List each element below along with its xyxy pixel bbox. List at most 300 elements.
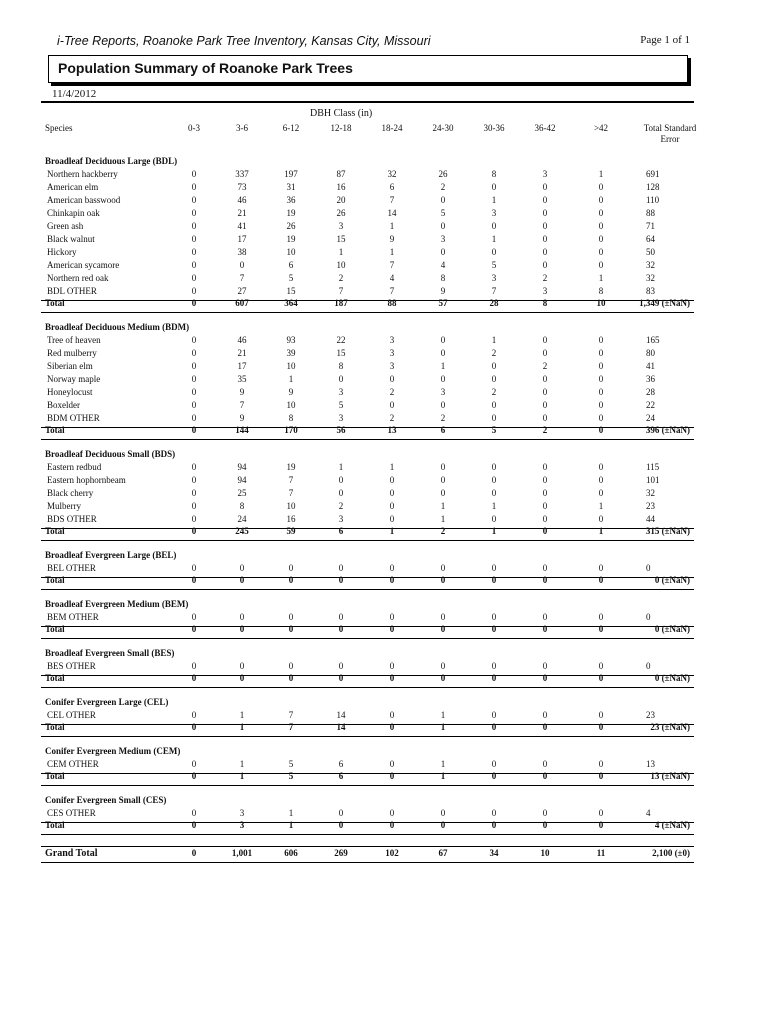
grand-total-cell: 11 xyxy=(596,848,606,858)
group-total-value: 0 (±NaN) xyxy=(654,673,690,683)
table-cell: 7 xyxy=(389,195,395,205)
total-label: Total xyxy=(45,771,65,781)
table-cell: 1 xyxy=(491,335,497,345)
table-cell: 0 xyxy=(191,234,197,244)
total-cell: 0 xyxy=(542,624,548,634)
table-cell: 0 xyxy=(598,475,604,485)
table-row xyxy=(0,260,768,273)
row-total: 64 xyxy=(646,234,655,244)
table-cell: 15 xyxy=(286,286,296,296)
table-cell: 3 xyxy=(338,514,344,524)
table-cell: 0 xyxy=(542,400,548,410)
grand-total-cell: 10 xyxy=(540,848,550,858)
group-total-value: 1,349 (±NaN) xyxy=(639,298,690,308)
table-cell: 0 xyxy=(191,563,197,573)
table-cell: 6 xyxy=(389,182,395,192)
row-total: 41 xyxy=(646,361,655,371)
species-name: Northern hackberry xyxy=(47,169,118,179)
table-cell: 0 xyxy=(389,808,395,818)
total-cell: 0 xyxy=(288,575,294,585)
group-bottom-rule xyxy=(41,312,694,313)
total-cell: 0 xyxy=(191,673,197,683)
table-cell: 0 xyxy=(598,234,604,244)
total-cell: 1 xyxy=(440,722,446,732)
total-label: Total xyxy=(45,624,65,634)
grand-total-cell: 34 xyxy=(489,848,499,858)
total-cell: 144 xyxy=(235,425,249,435)
table-cell: 0 xyxy=(389,661,395,671)
table-cell: 0 xyxy=(542,348,548,358)
table-cell: 0 xyxy=(191,348,197,358)
table-cell: 6 xyxy=(338,759,344,769)
total-label: Total xyxy=(45,722,65,732)
total-cell: 170 xyxy=(284,425,298,435)
species-name: CEL OTHER xyxy=(47,710,96,720)
row-total: 71 xyxy=(646,221,655,231)
group-total-row xyxy=(0,298,768,311)
table-cell: 0 xyxy=(389,475,395,485)
table-cell: 0 xyxy=(542,759,548,769)
table-cell: 0 xyxy=(191,759,197,769)
total-cell: 0 xyxy=(598,771,604,781)
table-cell: 0 xyxy=(191,808,197,818)
table-cell: 2 xyxy=(542,273,548,283)
species-name: American elm xyxy=(47,182,99,192)
table-cell: 0 xyxy=(239,661,245,671)
table-cell: 0 xyxy=(389,514,395,524)
group-total-value: 4 (±NaN) xyxy=(654,820,690,830)
species-name: Red mulberry xyxy=(47,348,97,358)
table-cell: 1 xyxy=(491,501,497,511)
group-total-row xyxy=(0,624,768,637)
species-header: Species xyxy=(45,123,73,133)
table-cell: 14 xyxy=(336,710,346,720)
group-title: Broadleaf Deciduous Medium (BDM) xyxy=(45,322,190,332)
total-cell: 0 xyxy=(389,575,395,585)
table-cell: 1 xyxy=(598,169,604,179)
grand-total-cell: 1,001 xyxy=(231,848,253,858)
total-cell: 0 xyxy=(491,771,497,781)
total-cell: 2 xyxy=(542,425,548,435)
table-row xyxy=(0,501,768,514)
table-cell: 0 xyxy=(598,221,604,231)
total-cell: 0 xyxy=(191,575,197,585)
table-cell: 0 xyxy=(542,335,548,345)
table-cell: 32 xyxy=(387,169,397,179)
table-cell: 8 xyxy=(338,361,344,371)
total-cell: 1 xyxy=(389,526,395,536)
table-cell: 0 xyxy=(491,612,497,622)
table-cell: 7 xyxy=(491,286,497,296)
table-cell: 0 xyxy=(598,710,604,720)
table-cell: 0 xyxy=(542,563,548,573)
species-name: BDM OTHER xyxy=(47,413,100,423)
table-row xyxy=(0,169,768,182)
table-cell: 0 xyxy=(191,260,197,270)
table-cell: 0 xyxy=(491,413,497,423)
table-cell: 0 xyxy=(440,612,446,622)
table-cell: 19 xyxy=(286,462,296,472)
species-name: Hickory xyxy=(47,247,77,257)
col-header: 36-42 xyxy=(534,123,556,133)
table-cell: 6 xyxy=(288,260,294,270)
group-total-row xyxy=(0,820,768,833)
table-cell: 10 xyxy=(286,361,296,371)
table-cell: 3 xyxy=(389,361,395,371)
total-cell: 88 xyxy=(387,298,397,308)
table-cell: 2 xyxy=(440,413,446,423)
table-cell: 0 xyxy=(191,514,197,524)
group-total-row xyxy=(0,425,768,438)
table-cell: 16 xyxy=(286,514,296,524)
total-cell: 0 xyxy=(191,526,197,536)
table-cell: 0 xyxy=(389,710,395,720)
table-cell: 0 xyxy=(542,234,548,244)
total-label: Total xyxy=(45,820,65,830)
table-cell: 0 xyxy=(598,208,604,218)
table-cell: 0 xyxy=(598,387,604,397)
table-cell: 0 xyxy=(338,661,344,671)
col-header: 0-3 xyxy=(188,123,200,133)
row-total: 22 xyxy=(646,400,655,410)
table-cell: 0 xyxy=(191,182,197,192)
table-cell: 8 xyxy=(440,273,446,283)
table-row xyxy=(0,234,768,247)
group-bottom-rule xyxy=(41,687,694,688)
grand-total-cell: 67 xyxy=(438,848,448,858)
table-cell: 0 xyxy=(542,387,548,397)
col-header: 24-30 xyxy=(432,123,454,133)
table-cell: 0 xyxy=(191,247,197,257)
table-cell: 5 xyxy=(288,273,294,283)
table-cell: 0 xyxy=(491,400,497,410)
total-cell: 56 xyxy=(336,425,346,435)
table-cell: 0 xyxy=(542,195,548,205)
table-row xyxy=(0,273,768,286)
table-cell: 0 xyxy=(389,501,395,511)
table-cell: 8 xyxy=(288,413,294,423)
table-cell: 1 xyxy=(491,195,497,205)
table-cell: 26 xyxy=(336,208,346,218)
row-total: 23 xyxy=(646,501,655,511)
species-name: CES OTHER xyxy=(47,808,96,818)
table-cell: 0 xyxy=(598,612,604,622)
table-cell: 0 xyxy=(440,335,446,345)
table-cell: 0 xyxy=(191,273,197,283)
row-total: 32 xyxy=(646,260,655,270)
total-cell: 0 xyxy=(491,673,497,683)
species-name: Norway maple xyxy=(47,374,101,384)
table-cell: 36 xyxy=(286,195,296,205)
group-title: Broadleaf Evergreen Small (BES) xyxy=(45,648,175,658)
total-cell: 1 xyxy=(491,526,497,536)
row-total: 691 xyxy=(646,169,660,179)
table-cell: 0 xyxy=(191,387,197,397)
table-cell: 0 xyxy=(440,488,446,498)
table-cell: 0 xyxy=(288,563,294,573)
table-cell: 3 xyxy=(491,273,497,283)
table-cell: 38 xyxy=(237,247,247,257)
species-name: BES OTHER xyxy=(47,661,96,671)
group-bottom-rule xyxy=(41,540,694,541)
table-cell: 0 xyxy=(598,462,604,472)
table-cell: 0 xyxy=(598,247,604,257)
table-cell: 5 xyxy=(491,260,497,270)
table-cell: 9 xyxy=(440,286,446,296)
total-cell: 1 xyxy=(598,526,604,536)
table-row xyxy=(0,387,768,400)
table-row xyxy=(0,374,768,387)
table-cell: 0 xyxy=(598,260,604,270)
total-cell: 13 xyxy=(387,425,397,435)
table-cell: 3 xyxy=(542,169,548,179)
table-cell: 10 xyxy=(286,501,296,511)
total-cell: 1 xyxy=(239,722,245,732)
table-cell: 10 xyxy=(336,260,346,270)
table-cell: 0 xyxy=(440,808,446,818)
table-cell: 0 xyxy=(440,247,446,257)
species-name: Eastern hophornbeam xyxy=(47,475,126,485)
table-cell: 0 xyxy=(191,335,197,345)
group-bottom-rule xyxy=(41,439,694,440)
total-cell: 0 xyxy=(191,771,197,781)
table-cell: 0 xyxy=(491,221,497,231)
total-cell: 0 xyxy=(440,820,446,830)
total-cell: 1 xyxy=(440,771,446,781)
table-cell: 0 xyxy=(491,563,497,573)
species-name: American sycamore xyxy=(47,260,120,270)
table-cell: 9 xyxy=(239,413,245,423)
table-row xyxy=(0,475,768,488)
table-cell: 0 xyxy=(598,361,604,371)
table-cell: 0 xyxy=(440,195,446,205)
total-cell: 2 xyxy=(440,526,446,536)
table-cell: 3 xyxy=(338,387,344,397)
table-cell: 0 xyxy=(598,413,604,423)
table-cell: 0 xyxy=(389,488,395,498)
table-cell: 0 xyxy=(191,361,197,371)
species-name: Honeylocust xyxy=(47,387,93,397)
row-total: 165 xyxy=(646,335,660,345)
table-cell: 0 xyxy=(491,247,497,257)
species-name: BEM OTHER xyxy=(47,612,99,622)
table-row xyxy=(0,221,768,234)
total-cell: 6 xyxy=(338,771,344,781)
species-name: American basswood xyxy=(47,195,121,205)
table-cell: 0 xyxy=(288,612,294,622)
species-name: Mulberry xyxy=(47,501,81,511)
table-cell: 93 xyxy=(286,335,296,345)
row-total: 28 xyxy=(646,387,655,397)
total-cell: 0 xyxy=(191,425,197,435)
total-cell: 8 xyxy=(542,298,548,308)
table-cell: 0 xyxy=(542,221,548,231)
table-cell: 41 xyxy=(237,221,247,231)
total-cell: 0 xyxy=(542,575,548,585)
table-cell: 1 xyxy=(389,462,395,472)
table-cell: 31 xyxy=(286,182,296,192)
table-cell: 0 xyxy=(338,808,344,818)
table-cell: 0 xyxy=(239,260,245,270)
table-cell: 0 xyxy=(191,475,197,485)
table-row xyxy=(0,247,768,260)
row-total: 0 xyxy=(646,661,651,671)
group-total-row xyxy=(0,575,768,588)
table-cell: 197 xyxy=(284,169,298,179)
table-cell: 0 xyxy=(542,612,548,622)
table-cell: 4 xyxy=(389,273,395,283)
total-cell: 0 xyxy=(542,771,548,781)
total-cell: 0 xyxy=(389,771,395,781)
table-cell: 0 xyxy=(491,808,497,818)
total-cell: 0 xyxy=(491,722,497,732)
table-cell: 1 xyxy=(440,514,446,524)
table-cell: 3 xyxy=(239,808,245,818)
table-cell: 0 xyxy=(389,374,395,384)
table-cell: 0 xyxy=(191,501,197,511)
table-cell: 0 xyxy=(542,374,548,384)
table-cell: 0 xyxy=(491,514,497,524)
total-cell: 5 xyxy=(491,425,497,435)
total-label: Total xyxy=(45,575,65,585)
table-cell: 0 xyxy=(491,374,497,384)
total-cell: 0 xyxy=(191,820,197,830)
total-cell: 1 xyxy=(288,820,294,830)
table-cell: 2 xyxy=(338,273,344,283)
species-name: Chinkapin oak xyxy=(47,208,100,218)
group-bottom-rule xyxy=(41,589,694,590)
total-cell: 0 xyxy=(598,425,604,435)
total-cell: 0 xyxy=(491,575,497,585)
species-name: Black walnut xyxy=(47,234,95,244)
col-header: >42 xyxy=(593,123,609,133)
grand-total-cell: 269 xyxy=(334,848,348,858)
table-cell: 0 xyxy=(491,462,497,472)
table-cell: 25 xyxy=(237,488,247,498)
table-cell: 0 xyxy=(191,612,197,622)
table-cell: 3 xyxy=(338,221,344,231)
total-cell: 0 xyxy=(542,722,548,732)
total-se-header: Total Standard Error xyxy=(643,123,697,144)
table-cell: 17 xyxy=(237,361,247,371)
total-cell: 0 xyxy=(440,624,446,634)
table-cell: 7 xyxy=(338,286,344,296)
table-cell: 2 xyxy=(491,348,497,358)
table-cell: 0 xyxy=(440,475,446,485)
table-cell: 2 xyxy=(389,413,395,423)
group-total-row xyxy=(0,771,768,784)
group-title: Conifer Evergreen Large (CEL) xyxy=(45,697,169,707)
table-cell: 0 xyxy=(598,182,604,192)
total-cell: 0 xyxy=(598,722,604,732)
table-cell: 1 xyxy=(440,501,446,511)
total-cell: 0 xyxy=(598,820,604,830)
table-cell: 0 xyxy=(542,710,548,720)
species-name: BDL OTHER xyxy=(47,286,97,296)
group-bottom-rule xyxy=(41,785,694,786)
table-cell: 0 xyxy=(191,710,197,720)
table-cell: 1 xyxy=(440,759,446,769)
table-cell: 7 xyxy=(239,400,245,410)
table-cell: 26 xyxy=(438,169,448,179)
table-cell: 1 xyxy=(239,710,245,720)
table-cell: 5 xyxy=(288,759,294,769)
table-cell: 94 xyxy=(237,475,247,485)
total-cell: 0 xyxy=(338,624,344,634)
group-total-value: 0 (±NaN) xyxy=(654,575,690,585)
table-cell: 3 xyxy=(389,348,395,358)
title-box xyxy=(48,55,688,83)
page-number: Page 1 of 1 xyxy=(640,34,690,46)
table-cell: 4 xyxy=(440,260,446,270)
table-cell: 24 xyxy=(237,514,247,524)
table-cell: 0 xyxy=(338,374,344,384)
total-cell: 57 xyxy=(438,298,448,308)
table-cell: 22 xyxy=(336,335,346,345)
table-cell: 0 xyxy=(542,208,548,218)
total-cell: 1 xyxy=(239,771,245,781)
col-header: 18-24 xyxy=(381,123,403,133)
total-cell: 7 xyxy=(288,722,294,732)
row-total: 36 xyxy=(646,374,655,384)
row-total: 32 xyxy=(646,273,655,283)
table-cell: 0 xyxy=(440,400,446,410)
total-cell: 3 xyxy=(239,820,245,830)
table-cell: 0 xyxy=(598,335,604,345)
table-cell: 0 xyxy=(598,488,604,498)
total-cell: 0 xyxy=(239,575,245,585)
table-cell: 8 xyxy=(598,286,604,296)
table-cell: 19 xyxy=(286,208,296,218)
table-cell: 0 xyxy=(542,260,548,270)
group-total-value: 315 (±NaN) xyxy=(645,526,690,536)
col-header: 30-36 xyxy=(483,123,505,133)
table-cell: 0 xyxy=(598,195,604,205)
total-cell: 0 xyxy=(598,624,604,634)
species-name: Black cherry xyxy=(47,488,94,498)
table-cell: 21 xyxy=(237,208,247,218)
species-name: Siberian elm xyxy=(47,361,93,371)
table-cell: 0 xyxy=(542,475,548,485)
total-cell: 10 xyxy=(596,298,606,308)
table-row xyxy=(0,462,768,475)
table-cell: 0 xyxy=(191,661,197,671)
table-cell: 0 xyxy=(542,808,548,818)
row-total: 13 xyxy=(646,759,655,769)
table-cell: 26 xyxy=(286,221,296,231)
group-title: Broadleaf Deciduous Small (BDS) xyxy=(45,449,176,459)
total-cell: 59 xyxy=(286,526,296,536)
table-cell: 0 xyxy=(491,710,497,720)
table-row xyxy=(0,182,768,195)
table-cell: 3 xyxy=(440,234,446,244)
table-cell: 0 xyxy=(338,612,344,622)
group-bottom-rule xyxy=(41,638,694,639)
table-cell: 0 xyxy=(191,488,197,498)
table-cell: 0 xyxy=(338,563,344,573)
table-cell: 0 xyxy=(440,221,446,231)
col-header: 12-18 xyxy=(330,123,352,133)
group-title: Conifer Evergreen Small (CES) xyxy=(45,795,167,805)
group-title: Broadleaf Evergreen Large (BEL) xyxy=(45,550,177,560)
species-name: Northern red oak xyxy=(47,273,109,283)
table-cell: 39 xyxy=(286,348,296,358)
table-cell: 1 xyxy=(440,710,446,720)
table-cell: 5 xyxy=(338,400,344,410)
table-cell: 10 xyxy=(286,247,296,257)
table-cell: 0 xyxy=(191,462,197,472)
species-name: CEM OTHER xyxy=(47,759,99,769)
